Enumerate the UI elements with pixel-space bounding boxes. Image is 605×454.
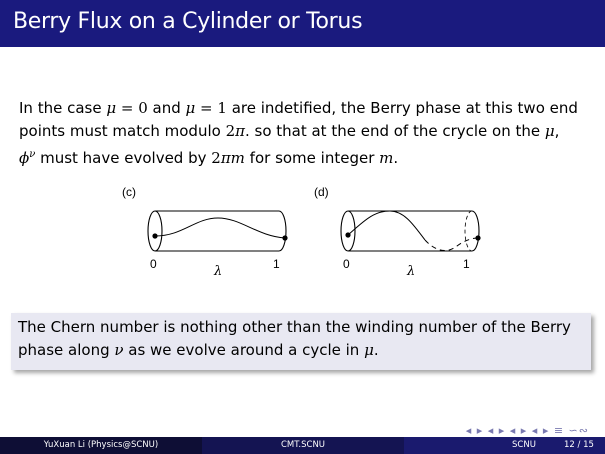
paragraph-line-3: $\phi^\nu$ must have evolved by 2πm for some integer m. — [19, 149, 399, 167]
footer-author: YuXuan Li (Physics@SCNU) — [0, 437, 202, 454]
body-paragraph — [19, 97, 594, 170]
paragraph-line-2: points must match modulo 2π. so that at the end of the crycle on the μ, — [19, 121, 560, 140]
panel-d-label: (d) — [314, 185, 329, 199]
cylinder-d-back-rim — [465, 211, 472, 251]
block-line-2: phase along ν as we evolve around a cycle in μ. — [18, 341, 379, 359]
phase-curve-d-front — [348, 211, 425, 240]
block-text — [18, 316, 571, 362]
footer-right-segment — [404, 437, 605, 454]
footer-institute: SCNU — [512, 440, 536, 450]
tick-c-1: 1 — [273, 257, 280, 271]
tick-d-0: 0 — [343, 257, 350, 271]
axis-d-lambda: λ — [407, 264, 416, 279]
panel-d — [314, 185, 481, 279]
phase-curve-d-back — [425, 238, 478, 251]
panel-c-label: (c) — [122, 185, 136, 199]
panel-c — [122, 185, 288, 279]
endpoint-c-left — [152, 233, 157, 238]
tick-d-1: 1 — [463, 257, 470, 271]
cylinder-c-right-rim — [279, 211, 286, 251]
endpoint-d-left — [345, 232, 350, 237]
cylinder-d-right-rim — [472, 211, 479, 251]
phase-curve-c — [155, 218, 285, 238]
beamer-navigation-icons[interactable]: ◂ ▸ ◂ ▸ ◂ ▸ ◂ ▸ ≡ ∽∾ — [465, 424, 589, 437]
axis-c-lambda: λ — [214, 264, 223, 279]
block-line-1: The Chern number is nothing other than the winding number of the Berry — [18, 318, 571, 336]
tick-c-0: 0 — [150, 257, 157, 271]
cylinder-c-left-rim — [148, 211, 162, 251]
footer-short-title: CMT.SCNU — [202, 437, 404, 454]
footer-bar — [0, 437, 605, 454]
footer-page-number: 12 / 15 — [564, 440, 594, 450]
chern-number-block — [11, 313, 591, 370]
slide-title: Berry Flux on a Cylinder or Torus — [13, 9, 363, 34]
title-bar — [0, 0, 605, 47]
berry-phase-figure — [105, 182, 505, 282]
endpoint-c-right — [282, 235, 287, 240]
endpoint-d-right — [475, 235, 480, 240]
paragraph-line-1: In the case μ = 0 and μ = 1 are indetified, the Berry phase at this two end — [19, 99, 578, 117]
